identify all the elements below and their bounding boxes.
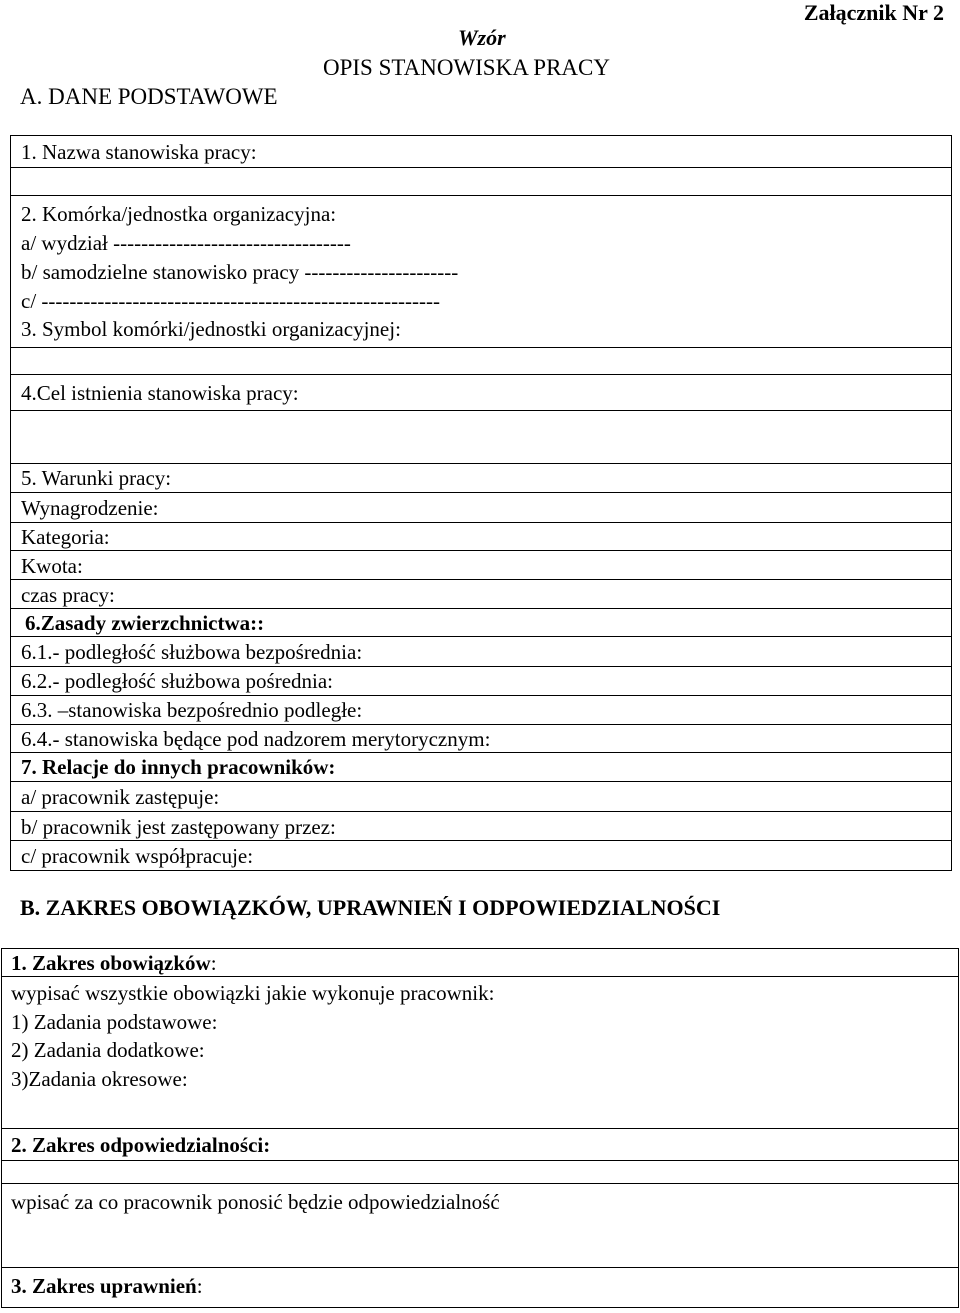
- responsibility-label: 2. Zakres odpowiedzialności:: [11, 1133, 271, 1157]
- duties-label-colon: :: [210, 951, 217, 975]
- duties-header-cell: [2, 949, 959, 977]
- item6-1-cell: [11, 637, 952, 667]
- item6-4-cell: [11, 725, 952, 753]
- section-b-title: B. ZAKRES OBOWIĄZKÓW, UPRAWNIEŃ I ODPOWIEDZIALNOŚCI: [20, 895, 721, 920]
- category-label: Kategoria:: [21, 525, 110, 549]
- rights-label-colon: :: [196, 1274, 203, 1298]
- item5-label: 5. Warunki pracy:: [21, 466, 172, 490]
- item6-cell: [11, 609, 952, 637]
- item4-answer-cell[interactable]: [11, 411, 952, 464]
- item2-cell: [11, 196, 952, 348]
- item7-b-label: b/ pracownik jest zastępowany przez:: [21, 815, 336, 839]
- item6-3-label: 6.3. –stanowiska bezpośrednio podległe:: [21, 698, 363, 722]
- template-label: Wzór: [458, 25, 506, 50]
- responsibility-header-cell: [2, 1129, 959, 1161]
- responsibility-blank-cell[interactable]: [2, 1161, 959, 1184]
- amount-label: Kwota:: [21, 554, 83, 578]
- amount-cell: [11, 551, 952, 580]
- item7-label: 7. Relacje do innych pracowników:: [21, 755, 336, 779]
- item1-label: 1. Nazwa stanowiska pracy:: [21, 140, 257, 164]
- item1-cell: [11, 136, 952, 168]
- section-a-title: A. DANE PODSTAWOWE: [20, 84, 278, 109]
- item2-c: c/ ---------------------------------------------------------: [21, 289, 441, 313]
- duties-instruction: wypisać wszystkie obowiązki jakie wykonuje pracownik:: [11, 981, 495, 1005]
- duties-body-cell[interactable]: [2, 977, 959, 1129]
- item2-a: a/ wydział ----------------------------------: [21, 231, 351, 255]
- duties-label: [11, 953, 217, 974]
- rights-label: [11, 1276, 203, 1297]
- item1-answer-cell[interactable]: [11, 168, 952, 196]
- item6-2-label: 6.2.- podległość służbowa pośrednia:: [21, 669, 334, 693]
- item6-3-cell: [11, 696, 952, 725]
- item7-a-cell: [11, 782, 952, 812]
- item7-b-cell: [11, 812, 952, 841]
- item3-answer-cell[interactable]: [11, 348, 952, 375]
- duties-periodic: 3)Zadania okresowe:: [11, 1067, 188, 1091]
- item2-b: b/ samodzielne stanowisko pracy ----------------------: [21, 260, 459, 284]
- responsibility-body-cell[interactable]: [2, 1184, 959, 1268]
- item2-label: 2. Komórka/jednostka organizacyjna:: [21, 202, 337, 226]
- form-title: OPIS STANOWISKA PRACY: [323, 55, 610, 80]
- duties-basic: 1) Zadania podstawowe:: [11, 1010, 218, 1034]
- annex-label: Załącznik Nr 2: [803, 0, 944, 25]
- item3-label: 3. Symbol komórki/jednostki organizacyjnej:: [21, 317, 401, 341]
- duties-label-bold: 1. Zakres obowiązków: [11, 951, 211, 975]
- item4-cell: [11, 375, 952, 411]
- item7-c-label: c/ pracownik współpracuje:: [21, 844, 254, 868]
- worktime-cell: [11, 580, 952, 609]
- item6-2-cell: [11, 667, 952, 696]
- salary-label: Wynagrodzenie:: [21, 496, 159, 520]
- item4-label: 4.Cel istnienia stanowiska pracy:: [21, 381, 299, 405]
- item7-cell: [11, 753, 952, 782]
- section-a-table: [10, 135, 952, 871]
- section-b-table: [1, 948, 959, 1308]
- salary-cell: [11, 493, 952, 523]
- category-cell: [11, 523, 952, 551]
- item6-4-label: 6.4.- stanowiska będące pod nadzorem merytorycznym:: [21, 727, 491, 751]
- worktime-label: czas pracy:: [21, 583, 115, 607]
- item6-1-label: 6.1.- podległość służbowa bezpośrednia:: [21, 640, 363, 664]
- item7-a-label: a/ pracownik zastępuje:: [21, 785, 220, 809]
- item7-c-cell: [11, 841, 952, 871]
- duties-additional: 2) Zadania dodatkowe:: [11, 1038, 205, 1062]
- rights-label-bold: 3. Zakres uprawnień: [11, 1274, 197, 1298]
- rights-header-cell: [2, 1268, 959, 1308]
- item5-cell: [11, 464, 952, 493]
- item6-label: 6.Zasady zwierzchnictwa::: [25, 611, 265, 635]
- responsibility-instruction: wpisać za co pracownik ponosić będzie odpowiedzialność: [11, 1190, 500, 1214]
